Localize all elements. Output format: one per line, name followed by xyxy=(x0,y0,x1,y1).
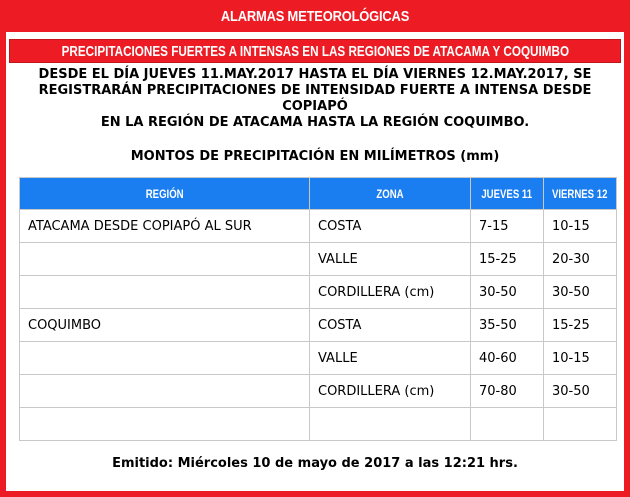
column-header-region: REGIÓN xyxy=(20,178,310,210)
cell-zona: VALLE xyxy=(310,243,471,276)
page-title: ALARMAS METEOROLÓGICAS xyxy=(220,7,410,25)
column-header-jueves: JUEVES 11 xyxy=(471,178,544,210)
cell-jueves: 30-50 xyxy=(471,276,544,309)
cell-zona: VALLE xyxy=(310,342,471,375)
table-row xyxy=(20,375,617,408)
alert-line: DESDE EL DÍA JUEVES 11.MAY.2017 HASTA EL DÍA VIERNES 12.MAY.2017, SE xyxy=(38,67,592,82)
emitted-timestamp: Emitido: Miércoles 10 de mayo de 2017 a las 12:21 hrs. xyxy=(112,456,518,471)
cell-region xyxy=(20,243,310,276)
cell-region xyxy=(20,276,310,309)
table-row xyxy=(20,342,617,375)
cell-viernes: 30-50 xyxy=(544,276,617,309)
table-header-row xyxy=(20,178,617,210)
cell-jueves: 15-25 xyxy=(471,243,544,276)
table-row xyxy=(20,210,617,243)
cell-region xyxy=(20,342,310,375)
alert-panel xyxy=(6,32,624,491)
cell-viernes: 15-25 xyxy=(544,309,617,342)
cell-jueves: 35-50 xyxy=(471,309,544,342)
cell-jueves: 70-80 xyxy=(471,375,544,408)
table-title: MONTOS DE PRECIPITACIÓN EN MILÍMETROS (mm) xyxy=(130,149,500,164)
table-row-empty xyxy=(20,408,617,441)
cell-region xyxy=(20,408,310,441)
cell-region: COQUIMBO xyxy=(20,309,310,342)
cell-viernes: 20-30 xyxy=(544,243,617,276)
table-row xyxy=(20,243,617,276)
table-row xyxy=(20,309,617,342)
column-header-zona: ZONA xyxy=(310,178,471,210)
cell-viernes: 10-15 xyxy=(544,210,617,243)
cell-zona: CORDILLERA (cm) xyxy=(310,375,471,408)
cell-zona: COSTA xyxy=(310,309,471,342)
alert-title: PRECIPITACIONES FUERTES A INTENSAS EN LAS REGIONES DE ATACAMA Y COQUIMBO xyxy=(61,42,569,60)
cell-region: ATACAMA DESDE COPIAPÓ AL SUR xyxy=(20,210,310,243)
cell-zona xyxy=(310,408,471,441)
table-row xyxy=(20,276,617,309)
alert-title-bar xyxy=(9,39,621,63)
cell-viernes: 30-50 xyxy=(544,375,617,408)
cell-region xyxy=(20,375,310,408)
cell-viernes: 10-15 xyxy=(544,342,617,375)
cell-jueves: 40-60 xyxy=(471,342,544,375)
alert-line: REGISTRARÁN PRECIPITACIONES DE INTENSIDAD FUERTE A INTENSA DESDE COPIAPÓ xyxy=(38,83,592,114)
cell-viernes xyxy=(544,408,617,441)
alert-description xyxy=(7,67,623,131)
alert-line: EN LA REGIÓN DE ATACAMA HASTA LA REGIÓN COQUIMBO. xyxy=(100,115,530,130)
cell-zona: CORDILLERA (cm) xyxy=(310,276,471,309)
column-header-viernes: VIERNES 12 xyxy=(544,178,617,210)
cell-jueves: 7-15 xyxy=(471,210,544,243)
cell-jueves xyxy=(471,408,544,441)
precipitation-table xyxy=(19,177,617,441)
cell-zona: COSTA xyxy=(310,210,471,243)
